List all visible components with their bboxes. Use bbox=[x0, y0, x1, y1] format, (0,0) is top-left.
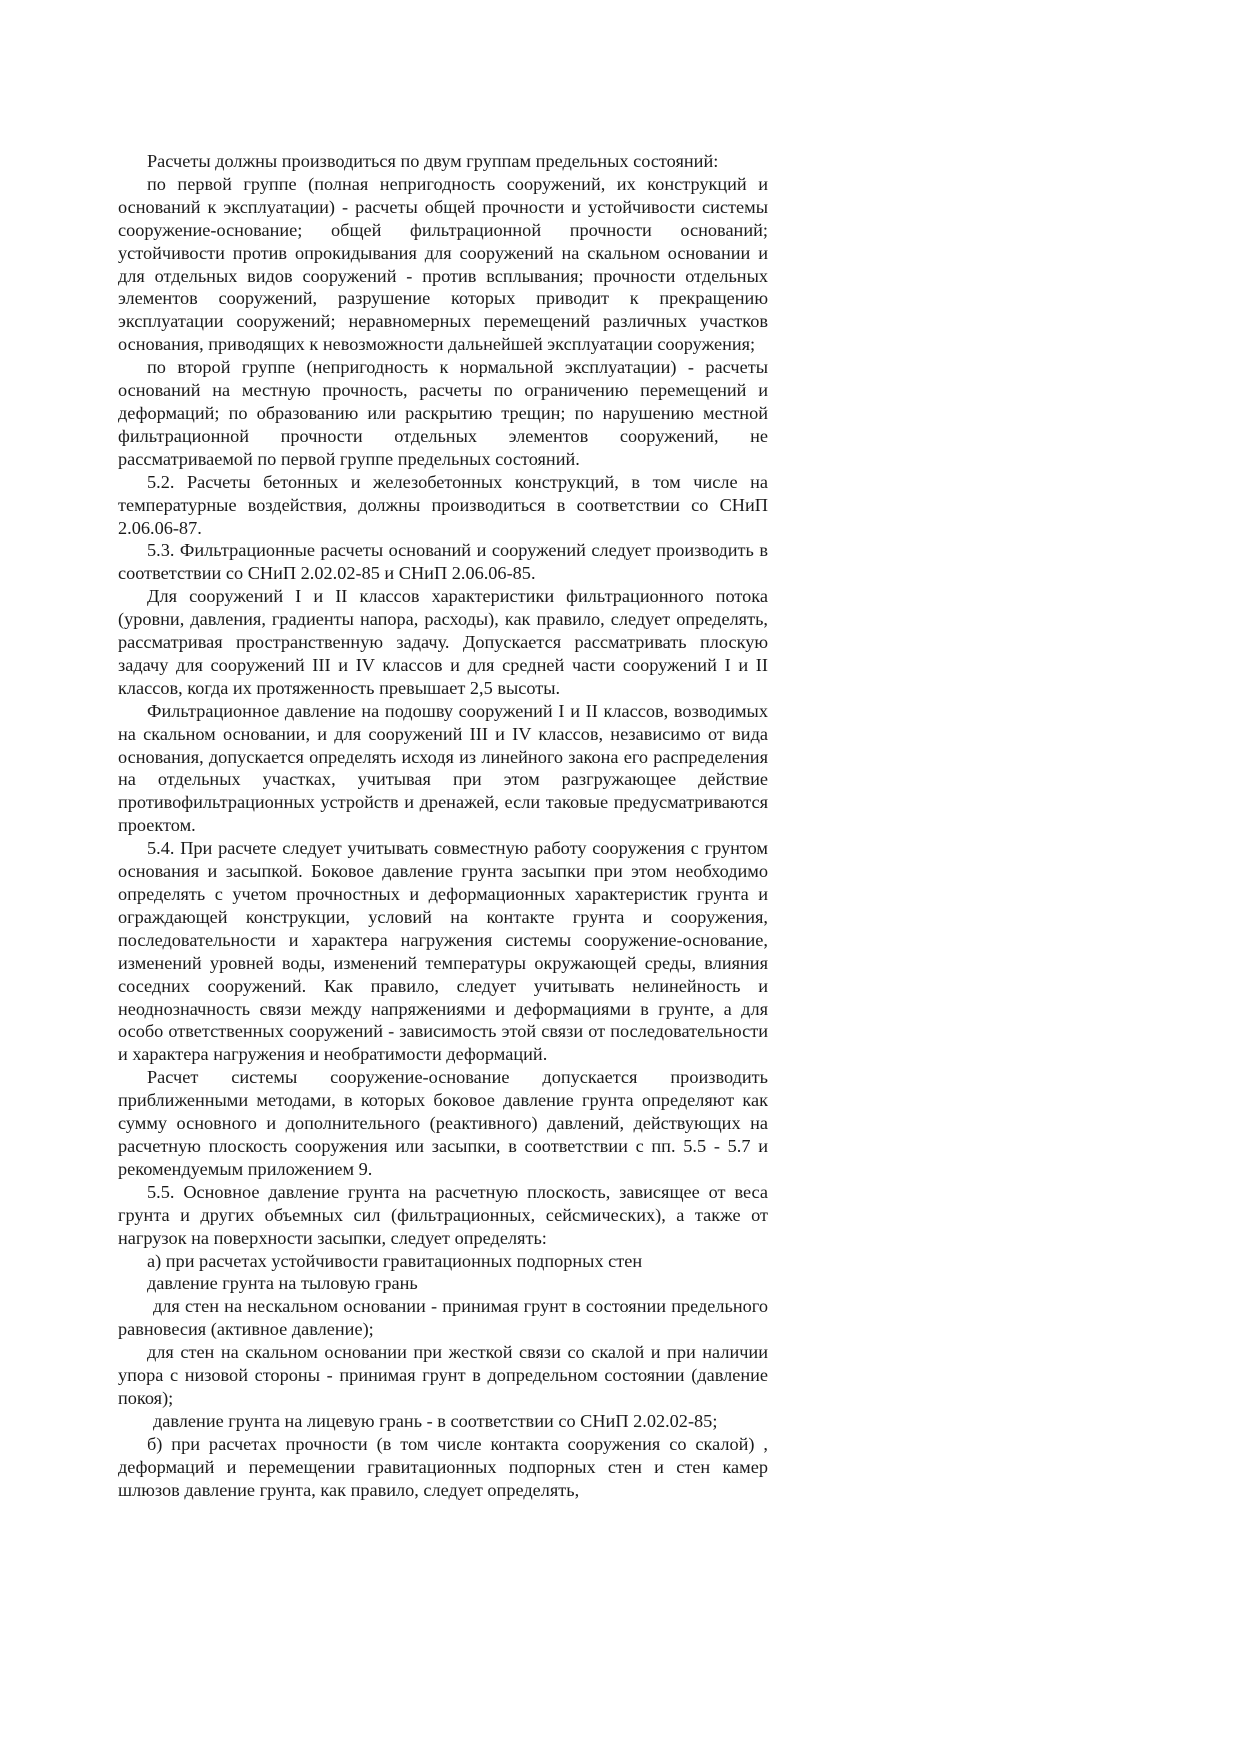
paragraph-rear-face-pressure: давление грунта на тыловую грань bbox=[147, 1273, 418, 1294]
paragraph-5-2: 5.2. Расчеты бетонных и железобетонных конструкций, в том числе на температурные воздействия, должны производиться в соответствии со СНиП 2.06.06-87. bbox=[118, 471, 768, 538]
paragraph-front-face-pressure: давление грунта на лицевую грань - в соответствии со СНиП 2.02.02-85; bbox=[153, 1410, 718, 1431]
paragraph-approximate-methods: Расчет системы сооружение-основание допускается производить приближенными методами, в которых боковое давление грунта определяют как сумму основного и дополнительного (реактивного) давлений, действующих на расчетную плоскость сооружения или засыпки, в соответствии с пп. 5.5 - 5.7 и рекомендуемым приложением 9. bbox=[118, 1067, 768, 1179]
paragraph-nonrock-base: для стен на нескальном основании - принимая грунт в состоянии предельного равновесия (активное давление); bbox=[118, 1296, 768, 1340]
paragraph-rock-base: для стен на скальном основании при жесткой связи со скалой и при наличии упора с низовой стороны - принимая грунт в допредельном состоянии (давление покоя); bbox=[118, 1342, 768, 1408]
paragraph-second-group: по второй группе (непригодность к нормальной эксплуатации) - расчеты оснований на местную прочность, расчеты по ограничению перемещений и деформаций; по образованию или раскрытию трещин; по нарушению местной фильтрационной прочности отдельных элементов сооружений, не рассматриваемой по первой группе предельных состояний. bbox=[118, 357, 768, 469]
paragraph-first-group: по первой группе (полная непригодность сооружений, их конструкций и оснований к эксплуатации) - расчеты общей прочности и устойчивости системы сооружение-основание; общей фильтрационной прочности оснований; устойчивости против опрокидывания для сооружений на скальном основании и для отдельных видов сооружений - против всплывания; прочности отдельных элементов сооружений, разрушение которых приводит к прекращению эксплуатации сооружений; неравномерных перемещений различных участков основания, приводящих к невозможности дальнейшей эксплуатации сооружения; bbox=[118, 173, 768, 355]
document-page bbox=[118, 150, 768, 1501]
paragraph-5-5: 5.5. Основное давление грунта на расчетную плоскость, зависящее от веса грунта и других объемных сил (фильтрационных, сейсмических), а также от нагрузок на поверхности засыпки, следует определять: bbox=[118, 1181, 768, 1248]
paragraph-limit-state-groups: Расчеты должны производиться по двум группам предельных состояний: bbox=[147, 151, 719, 171]
paragraph-5-4: 5.4. При расчете следует учитывать совместную работу сооружения с грунтом основания и засыпкой. Боковое давление грунта засыпки при этом необходимо определять с учетом прочностных и деформационных характеристик грунта и ограждающей конструкции, условий на контакте грунта и сооружения, последовательности и характера нагружения системы сооружение-основание, изменений уровней воды, изменений температуры окружающей среды, влияния соседних сооружений. Как правило, следует учитывать нелинейность и неоднозначность связи между напряжениями и деформациями в грунте, а для особо ответственных сооружений - зависимость этой связи от последовательности и характера нагружения и необратимости деформаций. bbox=[118, 838, 768, 1065]
paragraph-filtration-pressure: Фильтрационное давление на подошву сооружений I и II классов, возводимых на скальном основании, и для сооружений III и IV классов, независимо от вида основания, допускается определять исходя из линейного закона его распределения на отдельных участках, учитывая при этом разгружающее действие противофильтрационных устройств и дренажей, если таковые предусматриваются проектом. bbox=[118, 700, 768, 836]
paragraph-filtration-classes: Для сооружений I и II классов характеристики фильтрационного потока (уровни, давления, градиенты напора, расходы), как правило, следует определять, рассматривая пространственную задачу. Допускается рассматривать плоскую задачу для сооружений III и IV классов и для средней части сооружений I и II классов, когда их протяженность превышает 2,5 высоты. bbox=[118, 586, 768, 698]
paragraph-5-3: 5.3. Фильтрационные расчеты оснований и сооружений следует производить в соответствии со СНиП 2.02.02-85 и СНиП 2.06.06-85. bbox=[118, 540, 768, 584]
paragraph-item-a: а) при расчетах устойчивости гравитационных подпорных стен bbox=[147, 1250, 643, 1271]
paragraph-item-b: б) при расчетах прочности (в том числе контакта сооружения со скалой) , деформаций и перемещении гравитационных подпорных стен и стен камер шлюзов давление грунта, как правило, следует определять, bbox=[118, 1433, 768, 1500]
